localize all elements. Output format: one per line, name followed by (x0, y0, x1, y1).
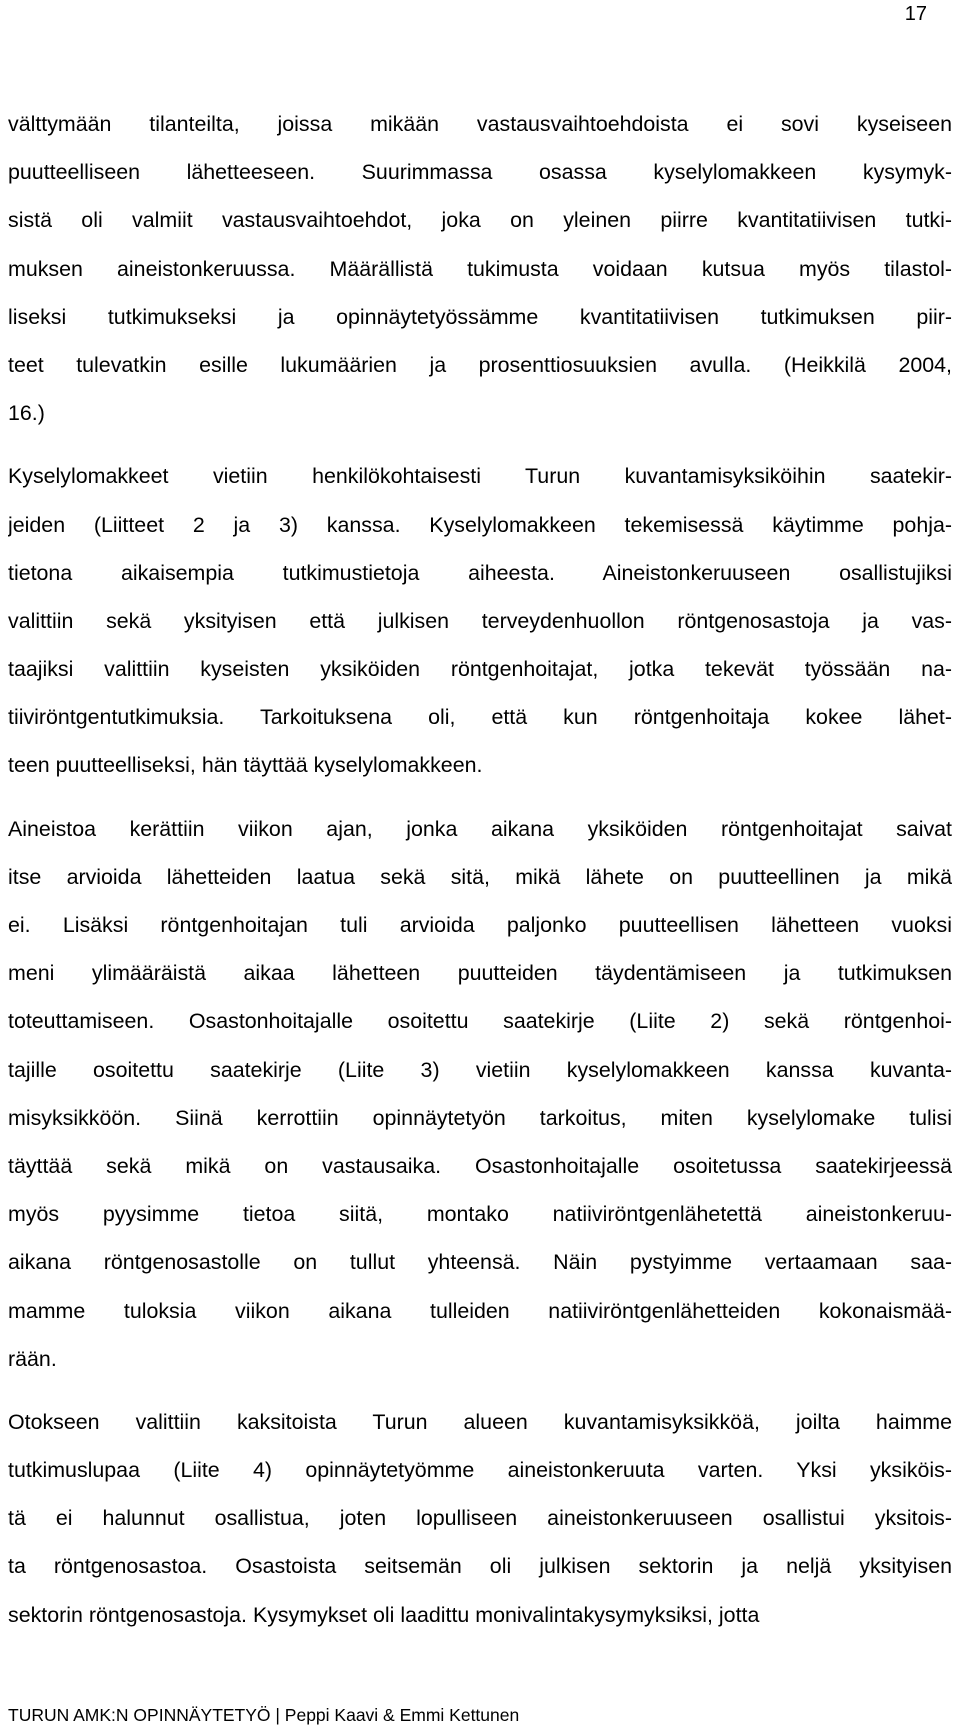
text-line: tutkimuslupaa (Liite 4) opinnäytetyömme aineistonkeruuta varten. Yksi yksiköis- (8, 1458, 952, 1483)
text-line: misyksikköön. Siinä kerrottiin opinnäytetyön tarkoitus, miten kyselylomake tulisi (8, 1105, 952, 1130)
text-line: Kyselylomakkeet vietiin henkilökohtaisesti Turun kuvantamisyksiköihin saatekir- (8, 464, 952, 489)
text-line: Aineistoa kerättiin viikon ajan, jonka aikana yksiköiden röntgenhoitajat saivat (8, 816, 952, 841)
text-line: muksen aineistonkeruussa. Määrällistä tukimusta voidaan kutsua myös tilastol- (8, 256, 952, 281)
paragraph-gap (8, 1383, 952, 1398)
text-line: Otokseen valittiin kaksitoista Turun alueen kuvantamisyksikköä, joilta haimme (8, 1409, 952, 1434)
text-line: teen puutteelliseksi, hän täyttää kyselylomakkeen. (8, 753, 483, 778)
text-line: jeiden (Liitteet 2 ja 3) kanssa. Kyselylomakkeen tekemisessä käytimme pohja- (8, 512, 952, 537)
text-line: meni ylimääräistä aikaa lähetteen puutteiden täydentämiseen ja tutkimuksen (8, 961, 952, 986)
paragraph-gap (8, 790, 952, 805)
text-line: ei. Lisäksi röntgenhoitajan tuli arvioida paljonko puutteellisen lähetteen vuoksi (8, 913, 952, 937)
text-line: liseksi tutkimukseksi ja opinnäytetyössämme kvantitatiivisen tutkimuksen piir- (8, 304, 952, 329)
paragraph (8, 452, 952, 789)
text-line: rään. (8, 1346, 57, 1371)
text-line: taajiksi valittiin kyseisten yksiköiden röntgenhoitajat, jotka tekevät työssään na- (8, 657, 952, 682)
paragraph (8, 100, 952, 437)
text-line: mamme tuloksia viikon aikana tulleiden natiiviröntgenlähetteiden kokonaismää- (8, 1298, 952, 1323)
page-number: 17 (904, 3, 927, 25)
text-line: valittiin sekä yksityisen että julkisen terveydenhuollon röntgenosastoja ja vas- (8, 608, 952, 633)
paragraph (8, 1398, 952, 1639)
text-line: välttymään tilanteilta, joissa mikään vastausvaihtoehdoista ei sovi kyseiseen (8, 112, 952, 136)
text-line: tajille osoitettu saatekirje (Liite 3) vietiin kyselylomakkeen kanssa kuvanta- (8, 1057, 952, 1082)
paragraph (8, 805, 952, 1383)
text-line: tietona aikaisempia tutkimustietoja aiheesta. Aineistonkeruuseen osallistujiksi (8, 560, 952, 585)
text-line: täyttää sekä mikä on vastausaika. Osastonhoitajalle osoitetussa saatekirjeessä (8, 1153, 952, 1178)
text-line: teet tulevatkin esille lukumäärien ja prosenttiosuuksien avulla. (Heikkilä 2004, (8, 352, 952, 377)
text-line: puutteelliseen lähetteeseen. Suurimmassa osassa kyselylomakkeen kysymyk- (8, 160, 952, 185)
text-line: myös pyysimme tietoa siitä, montako natiiviröntgenlähetettä aineistonkeruu- (8, 1202, 952, 1227)
text-line: sistä oli valmiit vastausvaihtoehdot, joka on yleinen piirre kvantitatiivisen tutki- (8, 208, 952, 233)
paragraph-gap (8, 437, 952, 452)
text-line: tä ei halunnut osallistua, joten lopulliseen aineistonkeruuseen osallistui yksitois- (8, 1506, 952, 1531)
text-line: toteuttamiseen. Osastonhoitajalle osoitettu saatekirje (Liite 2) sekä röntgenhoi- (8, 1009, 952, 1034)
body-text (8, 100, 952, 1639)
text-line: ta röntgenosastoa. Osastoista seitsemän oli julkisen sektorin ja neljä yksityisen (8, 1554, 952, 1579)
text-line: itse arvioida lähetteiden laatua sekä sitä, mikä lähete on puutteellinen ja mikä (8, 864, 952, 889)
text-line: sektorin röntgenosastoja. Kysymykset oli laadittu monivalintakysymyksiksi, jotta (8, 1602, 760, 1627)
text-line: 16.) (8, 401, 45, 426)
footer: TURUN AMK:N OPINNÄYTETYÖ | Peppi Kaavi & Emmi Kettunen (8, 1705, 520, 1725)
text-line: tiiviröntgentutkimuksia. Tarkoituksena oli, että kun röntgenhoitaja kokee lähet- (8, 705, 952, 730)
text-line: aikana röntgenosastolle on tullut yhteensä. Näin pystyimme vertaamaan saa- (8, 1250, 952, 1275)
